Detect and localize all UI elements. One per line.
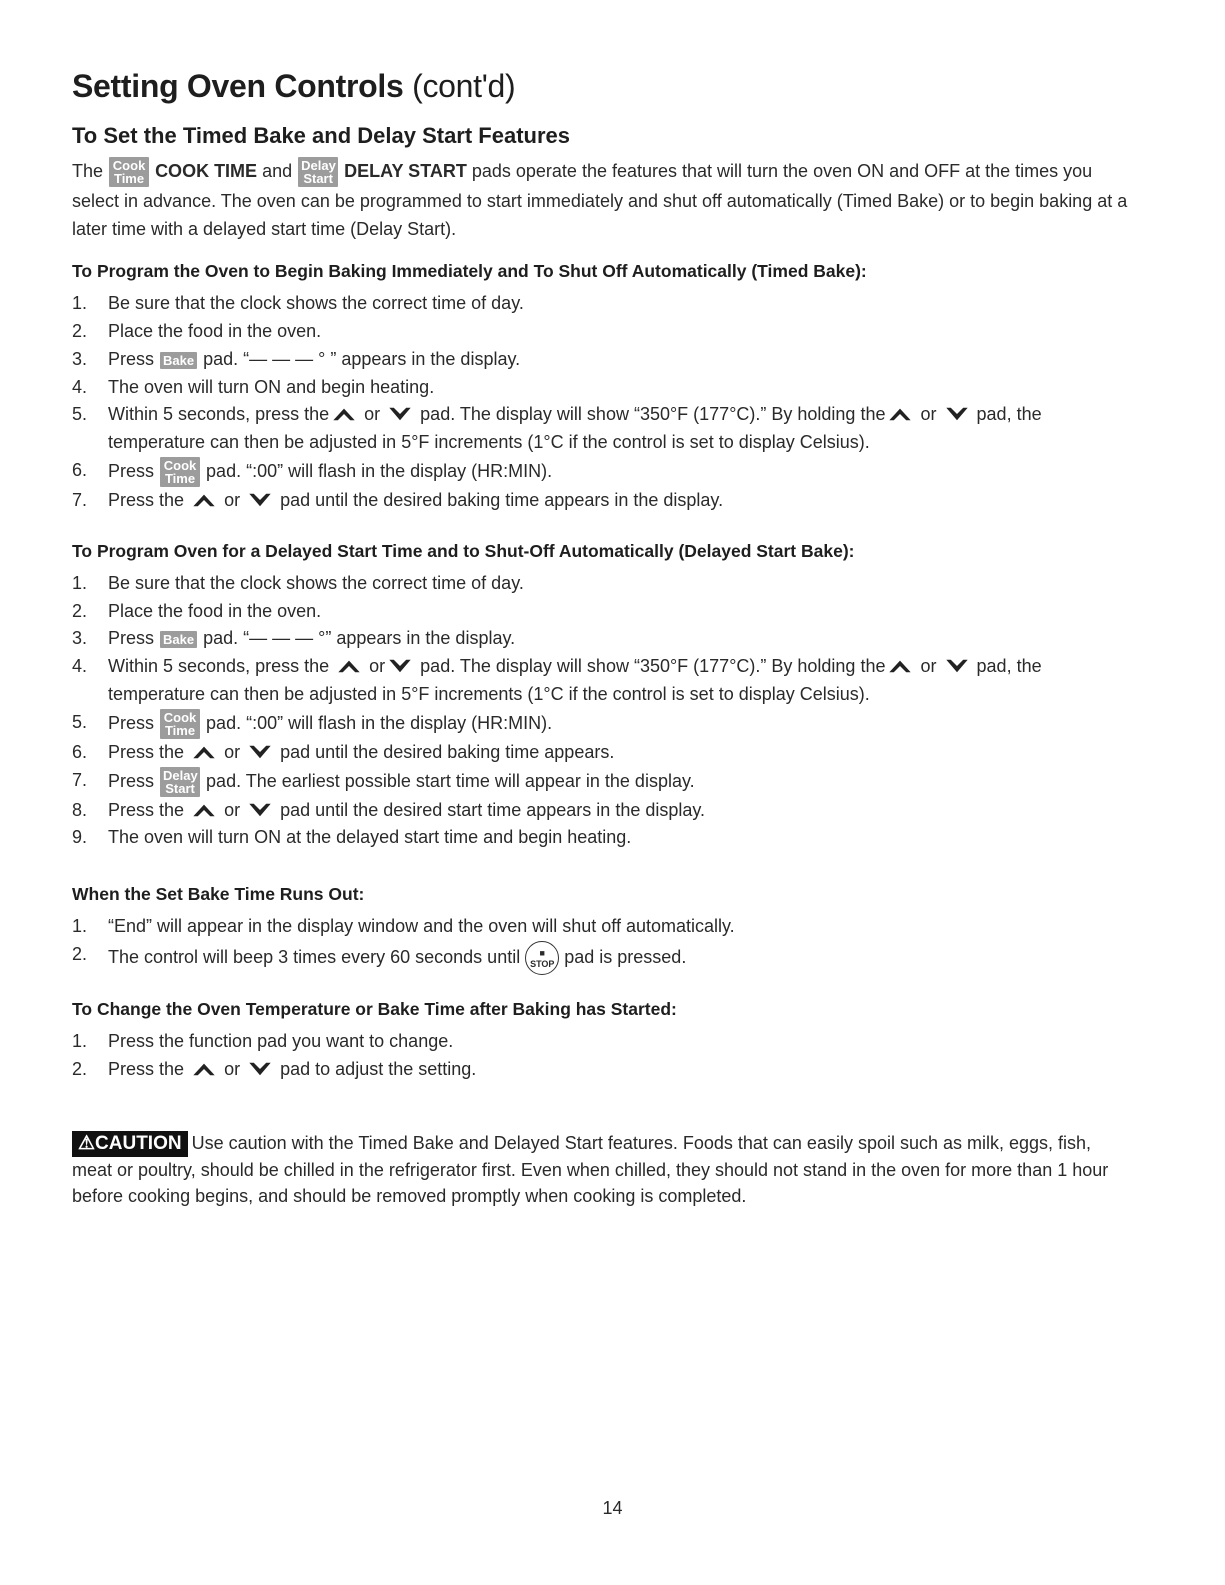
list-item: 7. Press the or pad until the desired baking time appears in the display. bbox=[72, 490, 724, 511]
up-arrow-icon bbox=[886, 406, 914, 422]
list-item: 3. Press Bake pad. “— — — ° ” appears in the display. bbox=[72, 348, 521, 369]
runs-out-steps bbox=[72, 913, 1132, 975]
delay-start-pad-icon: Delay Start bbox=[298, 157, 338, 187]
down-arrow-icon bbox=[246, 802, 274, 818]
down-arrow-icon bbox=[943, 658, 971, 674]
up-arrow-icon bbox=[330, 406, 358, 422]
page-title-cont: (cont'd) bbox=[403, 68, 516, 104]
list-item: 7. Press Delay Start pad. The earliest possible start time will appear in the display. bbox=[72, 767, 695, 796]
intro-text-1: The bbox=[72, 161, 104, 181]
down-arrow-icon bbox=[386, 658, 414, 674]
intro-paragraph bbox=[72, 157, 1132, 243]
delayed-start-heading: To Program Oven for a Delayed Start Time and to Shut-Off Automatically (Delayed Start Bake): bbox=[72, 540, 855, 561]
change-steps bbox=[72, 1028, 1132, 1084]
down-arrow-icon bbox=[386, 406, 414, 422]
down-arrow-icon bbox=[943, 406, 971, 422]
section-heading: To Set the Timed Bake and Delay Start Features bbox=[72, 123, 571, 148]
up-arrow-icon bbox=[190, 744, 218, 760]
list-item: 6. Press Cook Time pad. “:00” will flash in the display (HR:MIN). bbox=[72, 458, 553, 487]
list-item: 1. Be sure that the clock shows the correct time of day. bbox=[72, 293, 524, 314]
stop-pad-icon: ■ STOP bbox=[525, 941, 559, 975]
list-item: 4. Within 5 seconds, press the or pad. The display will show “350°F (177°C).” By holding the or pad, the temperature can then be adjusted in 5°F increments (1°C if the control is set to display Celsius). bbox=[72, 656, 1042, 705]
delay-start-pad-icon: Delay Start bbox=[160, 767, 200, 797]
page-number: 14 bbox=[602, 1498, 623, 1518]
list-item: 2. The control will beep 3 times every 60 seconds until ■ STOP pad is pressed. bbox=[72, 941, 1132, 975]
page-title bbox=[72, 68, 1132, 105]
timed-bake-heading: To Program the Oven to Begin Baking Immediately and To Shut Off Automatically (Timed Bake): bbox=[72, 261, 867, 282]
up-arrow-icon bbox=[335, 658, 363, 674]
list-item: 3. Press Bake pad. “— — — °” appears in the display. bbox=[72, 628, 516, 649]
list-item: 2. Place the food in the oven. bbox=[72, 321, 322, 342]
up-arrow-icon bbox=[190, 802, 218, 818]
down-arrow-icon bbox=[246, 1061, 274, 1077]
up-arrow-icon bbox=[886, 658, 914, 674]
list-item: 4. The oven will turn ON and begin heating. bbox=[72, 376, 435, 397]
cook-time-pad-icon: Cook Time bbox=[109, 157, 149, 187]
page-title-main: Setting Oven Controls bbox=[72, 68, 404, 104]
caution-note bbox=[72, 1130, 1132, 1209]
down-arrow-icon bbox=[246, 492, 274, 508]
manual-page bbox=[72, 60, 1132, 1209]
up-arrow-icon bbox=[190, 492, 218, 508]
list-item: 9. The oven will turn ON at the delayed start time and begin heating. bbox=[72, 827, 632, 848]
timed-bake-steps bbox=[72, 290, 1132, 515]
runs-out-heading: When the Set Bake Time Runs Out: bbox=[72, 884, 365, 905]
list-item: 8. Press the or pad until the desired start time appears in the display. bbox=[72, 799, 706, 820]
cook-time-label: COOK TIME bbox=[155, 161, 258, 181]
list-item: 2. Press the or pad to adjust the setting. bbox=[72, 1058, 477, 1079]
delayed-start-steps bbox=[72, 570, 1132, 852]
caution-text: Use caution with the Timed Bake and Delayed Start features. Foods that can easily spoil such as milk, eggs, fish, meat or poultry, should be chilled in the refrigerator first. Even when chilled, they should not stand in the oven for more than 1 hour before cooking begins, and should be removed promptly when cooking is completed. bbox=[72, 1132, 1109, 1206]
caution-badge: ⚠CAUTION bbox=[72, 1131, 188, 1157]
delay-start-label: DELAY START bbox=[344, 161, 467, 181]
up-arrow-icon bbox=[190, 1061, 218, 1077]
change-heading: To Change the Oven Temperature or Bake Time after Baking has Started: bbox=[72, 999, 677, 1019]
list-item: 6. Press the or pad until the desired baking time appears. bbox=[72, 741, 615, 762]
list-item: 1. “End” will appear in the display window and the oven will shut off automatically. bbox=[72, 916, 735, 937]
intro-and: and bbox=[262, 161, 293, 181]
list-item: 5. Press Cook Time pad. “:00” will flash in the display (HR:MIN). bbox=[72, 709, 553, 738]
list-item: 2. Place the food in the oven. bbox=[72, 600, 322, 621]
bake-pad-icon: Bake bbox=[160, 352, 197, 369]
list-item: 5. Within 5 seconds, press the or pad. The display will show “350°F (177°C).” By holding the or pad, the temperature can then be adjusted in 5°F increments (1°C if the control is set to display Celsius). bbox=[72, 404, 1042, 453]
cook-time-pad-icon: Cook Time bbox=[160, 709, 200, 739]
list-item: 1. Press the function pad you want to change. bbox=[72, 1031, 454, 1051]
intro-text-2: pads operate the features that will turn the oven ON and OFF at the times you select in advance. The oven can be programmed to start immediately and shut off automatically (Timed Bake) or to begin baking at a later time with a delayed start time (Delay Start). bbox=[72, 161, 1128, 240]
down-arrow-icon bbox=[246, 744, 274, 760]
list-item: 1. Be sure that the clock shows the correct time of day. bbox=[72, 572, 524, 593]
cook-time-pad-icon: Cook Time bbox=[160, 457, 200, 487]
bake-pad-icon: Bake bbox=[160, 631, 197, 648]
